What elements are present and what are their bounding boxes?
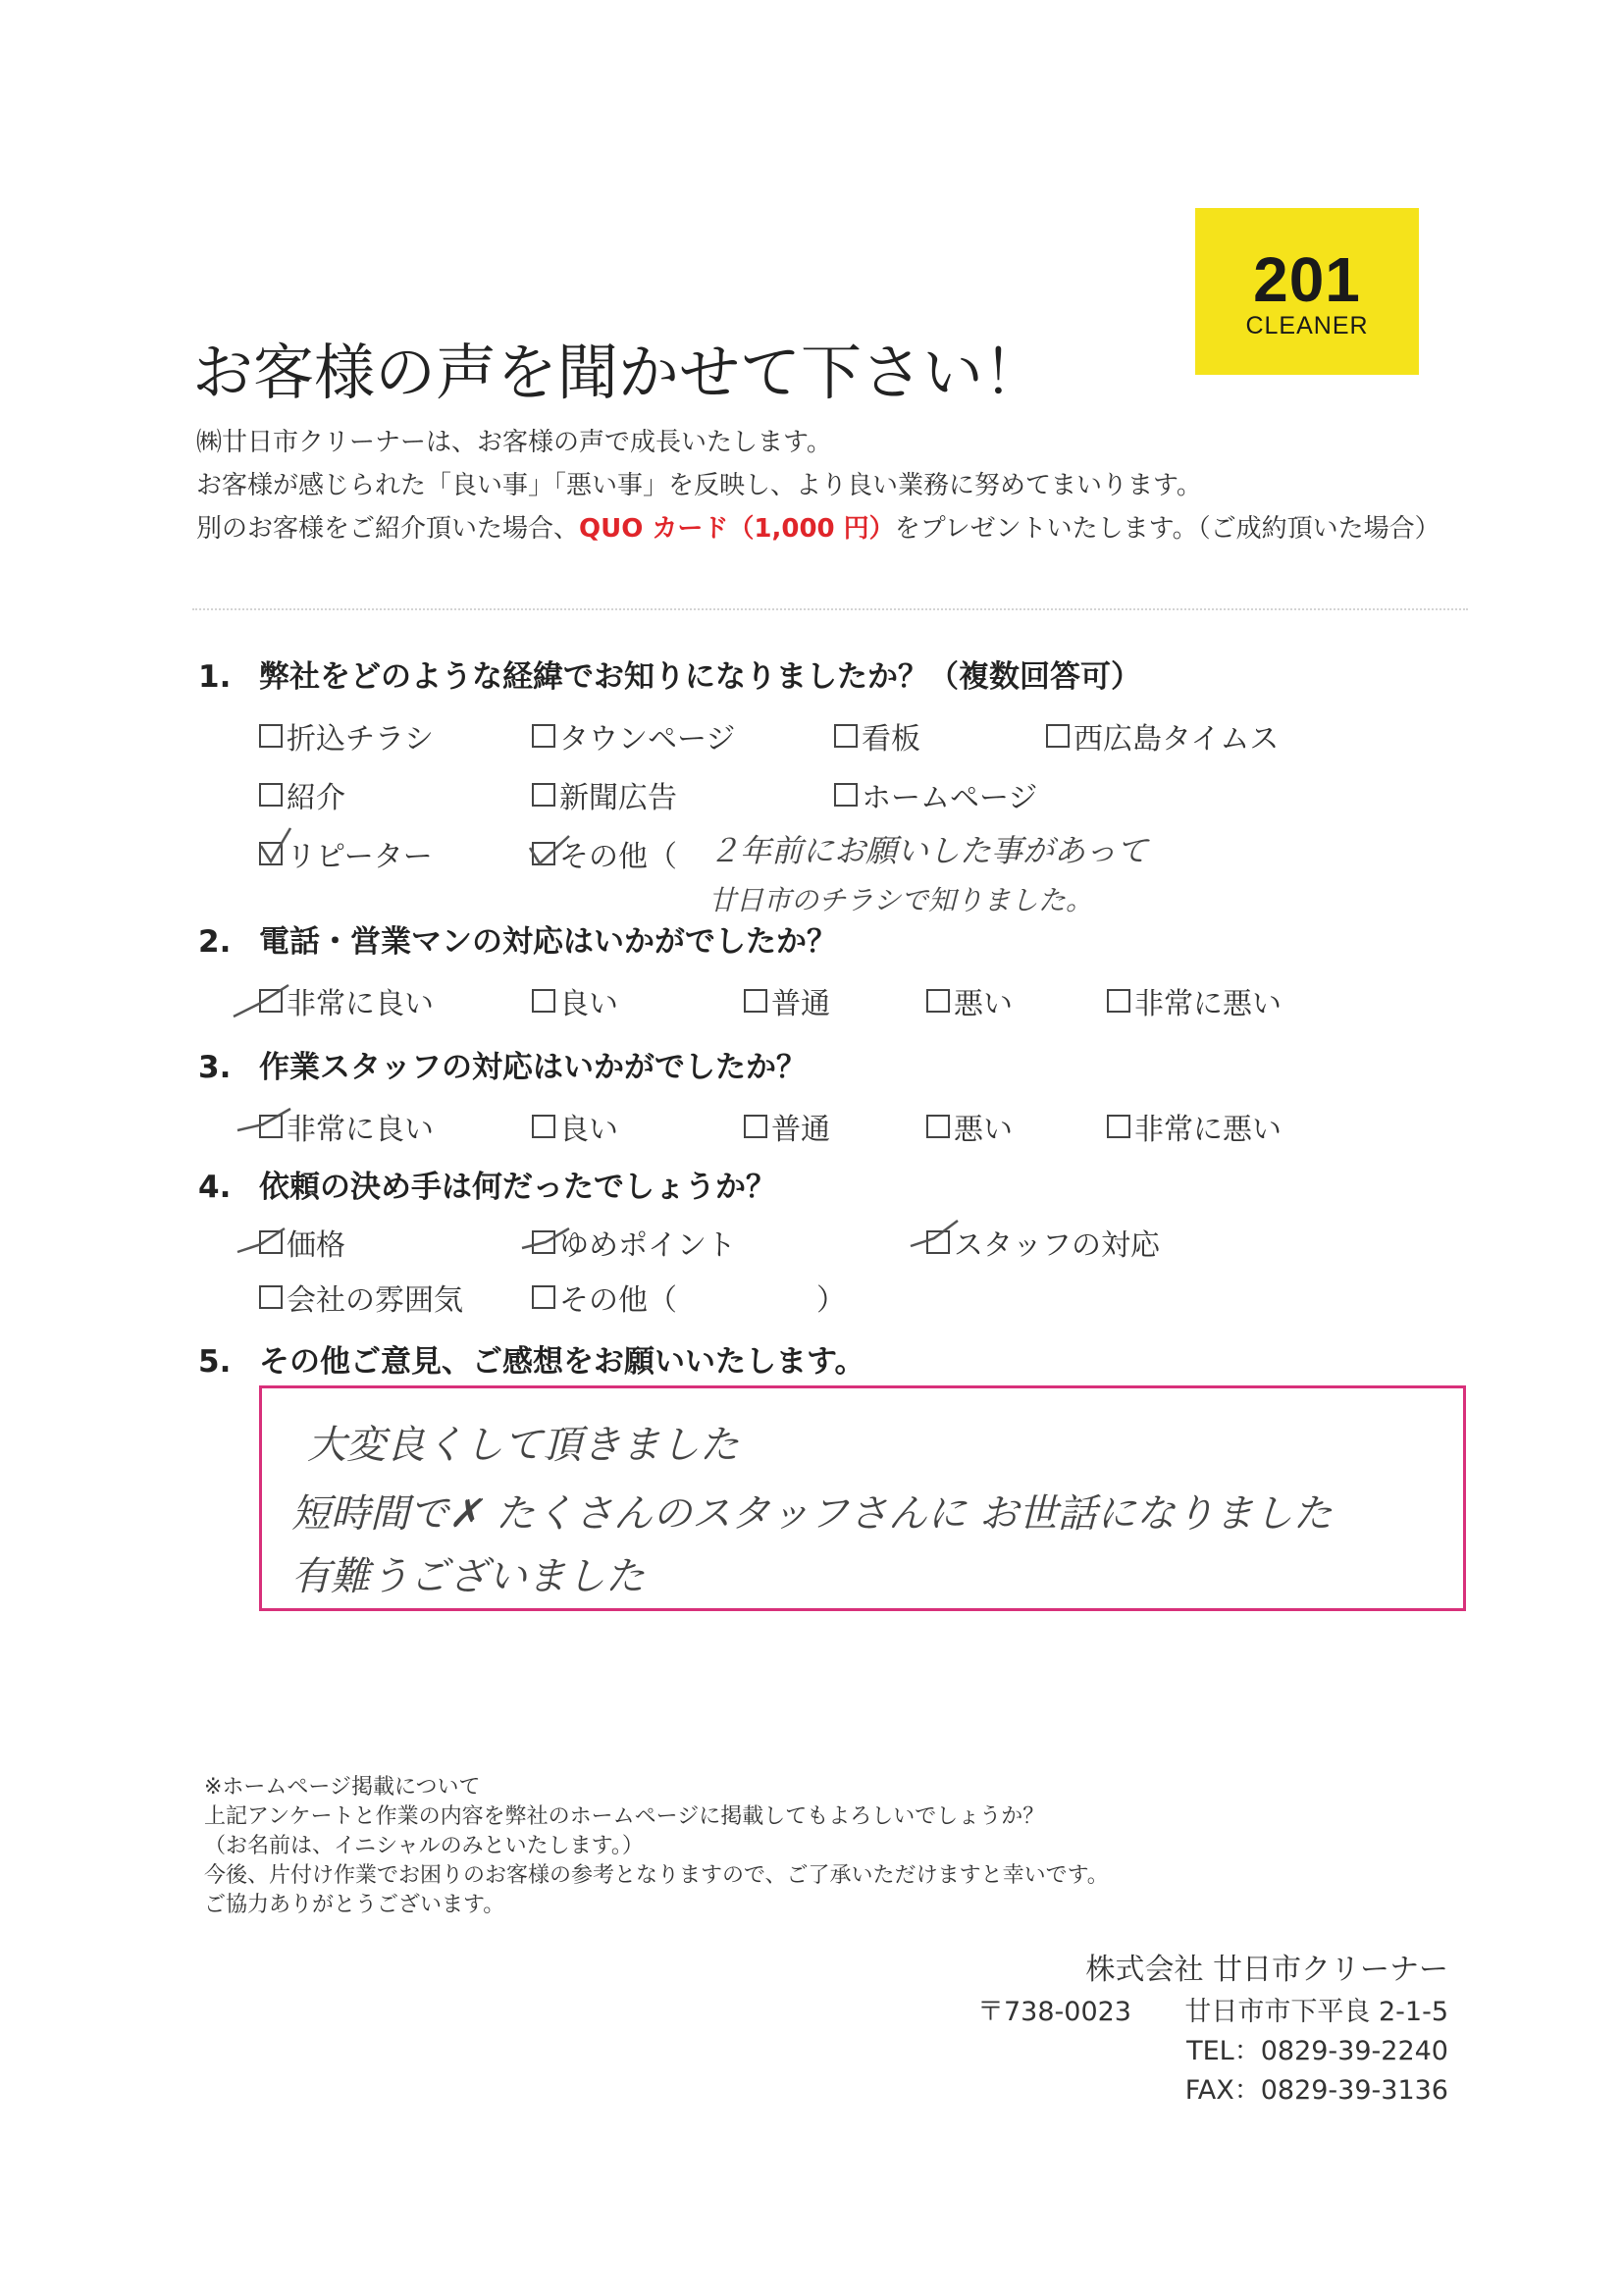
- checkbox[interactable]: [834, 724, 858, 748]
- q2-option-normal[interactable]: [744, 979, 830, 1022]
- checkbox[interactable]: [532, 989, 555, 1013]
- q2-option-good[interactable]: [532, 979, 618, 1022]
- option-label: その他（: [559, 840, 677, 874]
- company-fax: FAX：0829-39-3136: [1184, 2075, 1448, 2106]
- checkbox[interactable]: [532, 1285, 555, 1309]
- option-label: リピーター: [287, 840, 433, 874]
- checkmark-icon: [236, 1105, 294, 1140]
- q1-option-townpage[interactable]: [532, 714, 735, 757]
- option-label: 西広島タイムス: [1073, 722, 1280, 757]
- logo-word: CLEANER: [1245, 312, 1369, 339]
- question-3-text: 作業スタッフの対応はいかがでしたか？: [259, 1050, 807, 1085]
- q1-option-nishihiroshima[interactable]: [1046, 714, 1279, 757]
- intro-line-3-post: をプレゼントいたします。（ご成約頂いた場合）: [894, 514, 1440, 544]
- option-label: 良い: [559, 1113, 618, 1147]
- quo-card-highlight: QUO カード（1,000 円）: [579, 514, 895, 544]
- q3-option-normal[interactable]: [744, 1105, 830, 1148]
- company-postal: 〒738-0023: [977, 1997, 1131, 2027]
- note-line-2: 上記アンケートと作業の内容を弊社のホームページに掲載してもよろしいでしょうか？: [204, 1804, 1045, 1829]
- option-label: 非常に良い: [287, 987, 434, 1021]
- comment-box[interactable]: [259, 1385, 1466, 1611]
- option-label: 非常に悪い: [1134, 987, 1282, 1021]
- question-1-number: 1.: [198, 659, 232, 695]
- option-label: ホームページ: [862, 781, 1038, 815]
- option-label: 新聞広告: [559, 781, 677, 815]
- logo-201-cleaner: [1195, 208, 1419, 375]
- checkbox[interactable]: [1107, 1115, 1130, 1138]
- checkmark-icon: [909, 1217, 962, 1256]
- checkmark-icon: [232, 981, 292, 1020]
- q2-option-bad[interactable]: [926, 979, 1013, 1022]
- option-label: 非常に良い: [287, 1113, 434, 1147]
- question-2-text: 電話・営業マンの対応はいかがでしたか？: [259, 924, 837, 960]
- option-label: 紹介: [287, 781, 345, 815]
- checkmark-icon: [520, 1225, 573, 1254]
- question-4: [198, 1162, 776, 1206]
- question-1: [198, 652, 1141, 696]
- q3-option-very-bad[interactable]: [1107, 1105, 1282, 1148]
- note-line-4: 今後、片付け作業でお困りのお客様の参考となりますので、ご了承いただけますと幸いです。: [204, 1863, 1109, 1888]
- q3-option-bad[interactable]: [926, 1105, 1013, 1148]
- question-3: [198, 1042, 807, 1086]
- q3-option-good[interactable]: [532, 1105, 618, 1148]
- checkbox[interactable]: [1107, 989, 1130, 1013]
- q1-option-kanban[interactable]: [834, 714, 920, 757]
- checkbox[interactable]: [744, 1115, 767, 1138]
- option-label: 折込チラシ: [287, 722, 434, 757]
- option-label: ゆめポイント: [559, 1228, 736, 1263]
- intro-line-3-pre: 別のお客様をご紹介頂いた場合、: [196, 514, 580, 544]
- q4-other-close: ）: [816, 1283, 846, 1318]
- checkbox[interactable]: [259, 724, 283, 748]
- note-line-3: （お名前は、イニシャルのみといたします。）: [204, 1834, 644, 1858]
- q4-option-atmosphere[interactable]: [259, 1276, 463, 1319]
- option-label: 良い: [559, 987, 618, 1021]
- option-label: 会社の雰囲気: [287, 1283, 463, 1318]
- company-name: 株式会社 廿日市クリーナー: [1085, 1953, 1448, 1987]
- scribbled-out-mark: ✗: [448, 1491, 482, 1537]
- checkmark-icon: [236, 1225, 288, 1260]
- intro-line-3: [196, 508, 1440, 545]
- page-title: お客様の声を聞かせて下さい！: [192, 337, 1045, 408]
- checkmark-icon: [257, 824, 296, 867]
- option-label: 普通: [771, 1113, 830, 1147]
- option-label: スタッフの対応: [954, 1228, 1160, 1263]
- checkbox[interactable]: [532, 1115, 555, 1138]
- option-label: 普通: [771, 987, 830, 1021]
- question-2: [198, 916, 837, 961]
- q1-option-orikomi[interactable]: [259, 714, 434, 757]
- divider: [192, 608, 1468, 610]
- option-label: その他（: [559, 1283, 677, 1318]
- question-4-number: 4.: [198, 1170, 232, 1205]
- q4-option-other[interactable]: [532, 1276, 677, 1319]
- checkbox[interactable]: [834, 783, 858, 807]
- logo-number: 201: [1253, 244, 1361, 315]
- company-tel: TEL：0829-39-2240: [1186, 2036, 1448, 2066]
- option-label: 悪い: [954, 1113, 1013, 1147]
- question-2-number: 2.: [198, 924, 232, 960]
- comment-line-2-a: 短時間で: [291, 1491, 448, 1537]
- q1-other-handwriting-line-2: 廿日市のチラシで知りました。: [708, 884, 1094, 916]
- checkbox[interactable]: [532, 783, 555, 807]
- option-label: 非常に悪い: [1134, 1113, 1282, 1147]
- comment-line-1: 大変良くして頂きました: [307, 1423, 739, 1468]
- checkbox[interactable]: [744, 989, 767, 1013]
- question-5-number: 5.: [198, 1344, 232, 1380]
- comment-line-2-b: たくさんのスタッフさんに お世話になりました: [496, 1491, 1333, 1537]
- option-label: 価格: [287, 1228, 345, 1263]
- checkbox[interactable]: [1046, 724, 1070, 748]
- note-line-5: ご協力ありがとうございます。: [204, 1893, 505, 1917]
- checkbox[interactable]: [926, 1115, 950, 1138]
- question-3-number: 3.: [198, 1050, 232, 1085]
- note-line-1: ※ホームページ掲載について: [204, 1775, 481, 1800]
- intro-line-1: ㈱廿日市クリーナーは、お客様の声で成長いたします。: [196, 428, 832, 457]
- checkmark-icon: [528, 830, 573, 869]
- checkbox[interactable]: [259, 1285, 283, 1309]
- option-label: 看板: [862, 722, 920, 757]
- q2-option-very-bad[interactable]: [1107, 979, 1282, 1022]
- option-label: タウンページ: [559, 722, 736, 757]
- question-4-text: 依頼の決め手は何だったでしょうか？: [259, 1170, 776, 1205]
- question-5-text: その他ご意見、ご感想をお願いいたします。: [259, 1344, 865, 1380]
- company-address: 廿日市市下平良 2-1-5: [1184, 1997, 1448, 2027]
- q1-option-homepage[interactable]: [834, 773, 1037, 816]
- question-1-text: 弊社をどのような経緯でお知りになりましたか？（複数回答可）: [259, 659, 1141, 695]
- q1-option-shoukai[interactable]: [259, 773, 345, 816]
- checkbox[interactable]: [532, 724, 555, 748]
- checkbox[interactable]: [926, 989, 950, 1013]
- checkbox[interactable]: [259, 783, 283, 807]
- q1-option-shinbun[interactable]: [532, 773, 677, 816]
- option-label: 悪い: [954, 987, 1013, 1021]
- comment-line-3: 有難うございました: [291, 1554, 645, 1599]
- intro-line-2: お客様が感じられた「良い事」「悪い事」を反映し、より良い業務に努めてまいります。: [196, 471, 1202, 500]
- q1-other-handwriting-line-1: ２年前にお願いした事があって: [708, 832, 1148, 869]
- question-5: [198, 1336, 865, 1381]
- comment-line-2: [291, 1483, 1333, 1539]
